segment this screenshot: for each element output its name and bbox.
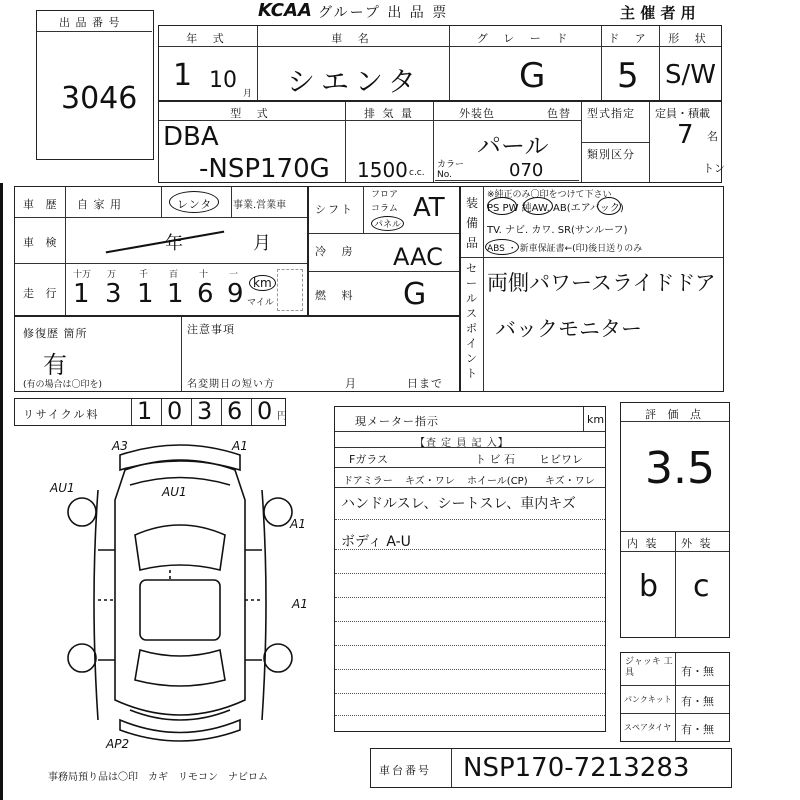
shift-option-panel: パネル	[371, 216, 404, 231]
shift-value: AT	[413, 193, 445, 223]
displacement-label: 排 気 量	[364, 107, 414, 120]
shift-label: シフト	[315, 203, 354, 216]
wheel-options: キズ・ワレ	[545, 476, 595, 487]
footer-note: 事務局預り品は〇印 カギ リモコン ナビロム	[48, 772, 268, 783]
exterior-label: 外 装	[681, 537, 713, 550]
glass-crack: ヒビワレ	[539, 453, 583, 466]
ac-value: AAC	[393, 243, 443, 271]
mark-a1-top: A1	[232, 439, 248, 453]
equipment-line3: ABS ・ 新車保証書←(印)後日送りのみ	[487, 244, 643, 254]
model-value: -NSP170G	[199, 154, 330, 184]
mileage-digit-1: 3	[105, 279, 122, 309]
lot-number: 3046	[61, 81, 138, 116]
displacement-unit: c.c.	[409, 168, 425, 178]
sales-point-line1: 両側パワースライドドア	[487, 271, 716, 295]
glass-label: Fガラス	[349, 453, 388, 466]
recycle-unit: 円	[277, 411, 287, 422]
sales-point-line2: バックモニター	[495, 317, 642, 341]
mileage-unit-1: 万	[107, 270, 117, 280]
inspection-month: 月	[253, 233, 271, 254]
lot-label: 出 品 番 号	[59, 16, 121, 29]
mileage-digit-4: 6	[197, 279, 214, 309]
score-block	[620, 402, 730, 638]
year-value: 1	[173, 58, 193, 93]
capacity-unit: 名	[707, 130, 718, 143]
color-label: 外装色	[459, 107, 495, 120]
sheet-title: グループ 出 品 票	[318, 5, 449, 21]
history-option-business: 事業.営業車	[233, 200, 287, 211]
fuel-label: 燃 料	[315, 289, 359, 302]
chassis-label: 車台番号	[379, 764, 431, 777]
displacement-value: 1500	[357, 158, 408, 182]
history-option-rental: レンタ	[177, 198, 213, 211]
equipment-label: 装 備 品	[466, 196, 479, 250]
caution-label: 注意事項	[187, 323, 235, 336]
name-change-day: 日まで	[407, 377, 443, 390]
color-value: パール	[477, 132, 549, 160]
ton-unit: トン	[703, 162, 725, 175]
tool-label-puncture: パンクキット	[624, 695, 672, 704]
mark-ap2: AP2	[106, 737, 130, 751]
interior-label: 内 装	[627, 537, 659, 550]
repair-block	[14, 316, 460, 392]
recycle-block	[14, 398, 286, 426]
tools-block	[620, 652, 730, 742]
type-spec-label: 型式指定	[587, 107, 635, 120]
mileage-digit-0: 1	[73, 279, 90, 309]
recycle-digit-4: 0	[257, 397, 273, 425]
recycle-digit-1: 0	[167, 397, 183, 425]
car-damage-diagram	[40, 430, 320, 760]
recycle-digit-2: 3	[197, 397, 213, 425]
mark-a1-right2: A1	[292, 597, 308, 611]
shift-option-column: コラム	[371, 204, 398, 214]
sales-point-label: セールスポイント	[466, 262, 477, 380]
inspection-year: 年	[165, 233, 183, 254]
comment-line2: ボディ A-U	[341, 534, 411, 550]
model-prefix: DBA	[163, 122, 219, 152]
door-label: ド ア	[608, 32, 652, 45]
meter-label: 現メーター指示	[355, 415, 439, 428]
mark-au1-mid: AU1	[162, 485, 187, 499]
rental-circle	[169, 191, 219, 213]
color-no-value: 070	[509, 160, 544, 181]
shape-label: 形 状	[668, 32, 712, 45]
logo: KCAA	[258, 0, 312, 21]
recycle-digit-0: 1	[137, 397, 153, 425]
tool-value-puncture: 有・無	[681, 695, 714, 708]
equipment-line1: PS PW 純AW. AB(エアバック)	[487, 203, 624, 214]
category-label: 類別区分	[587, 148, 635, 161]
mileage-unit-2: 千	[139, 270, 149, 280]
month-value: 10	[209, 68, 237, 93]
mileage-label: 走 行	[23, 287, 61, 300]
equipment-line2: TV. ナビ. カワ. SR(サンルーフ)	[487, 225, 628, 236]
mirror-options: キズ・ワレ	[405, 476, 455, 487]
recycle-digit-3: 6	[227, 397, 243, 425]
shape-value: S/W	[665, 60, 716, 90]
repair-value: 有	[43, 351, 67, 379]
color-change-label: 色替	[547, 107, 571, 120]
month-unit: 月	[243, 89, 253, 99]
grade-value: G	[519, 56, 546, 96]
capacity-value: 7	[677, 120, 694, 150]
history-option-private: 自 家 用	[77, 198, 122, 211]
mileage-unit-5: 一	[229, 270, 239, 280]
history-label: 車 歴	[23, 198, 61, 211]
car-name: シエンタ	[287, 65, 422, 98]
chassis-block	[370, 748, 732, 788]
tool-value-jack: 有・無	[681, 665, 714, 678]
mirror-label: ドアミラー	[343, 476, 393, 487]
tool-label-spare: スペアタイヤ	[624, 723, 672, 732]
model-label: 型 式	[230, 107, 274, 120]
mileage-digit-2: 1	[137, 279, 154, 309]
inspector-title: 【査 定 員 記 入】	[415, 438, 509, 449]
capacity-label: 定員・積載	[655, 107, 710, 120]
km-unit: km	[249, 275, 276, 291]
mark-a3: A3	[112, 439, 128, 453]
inspector-block	[334, 406, 606, 732]
glass-options: ト ビ 石	[475, 453, 515, 466]
door-value: 5	[617, 56, 639, 96]
comment-line1: ハンドルスレ、シートスレ、車内キズ	[341, 496, 576, 512]
mark-au1-left: AU1	[50, 481, 75, 495]
recycle-label: リサイクル料	[23, 408, 100, 421]
history-block	[14, 186, 308, 316]
inspection-label: 車 検	[23, 236, 61, 249]
shift-block	[308, 186, 460, 316]
tool-label-jack: ジャッキ 工 具	[625, 657, 673, 678]
repair-note: (有の場合は〇印を)	[23, 380, 103, 390]
equipment-note: ※純正のみ〇印をつけて下さい	[487, 190, 612, 200]
meter-unit: km	[587, 413, 605, 426]
interior-value: b	[639, 569, 659, 604]
score-value: 3.5	[645, 443, 715, 494]
exterior-value: c	[693, 569, 710, 604]
chassis-value: NSP170-7213283	[463, 753, 690, 783]
equipment-block	[460, 186, 724, 392]
mile-unit: マイル	[247, 298, 274, 308]
grade-label: グ レ ー ド	[476, 32, 574, 45]
shift-option-floor: フロア	[371, 190, 399, 200]
mileage-unit-0: 十万	[73, 270, 92, 280]
year-label: 年 式	[186, 32, 230, 45]
mileage-unit-4: 十	[199, 270, 209, 280]
row2	[158, 101, 725, 184]
name-change-month: 月	[345, 377, 357, 390]
fuel-value: G	[403, 277, 427, 312]
mark-a1-right1: A1	[290, 517, 306, 531]
name-change-label: 名変期日の短い方	[187, 379, 275, 390]
host-label: 主 催 者 用	[620, 4, 696, 22]
mileage-unit-3: 百	[169, 270, 179, 280]
ac-label: 冷 房	[315, 245, 359, 258]
lot-box	[36, 10, 154, 160]
mileage-digit-5: 9	[227, 279, 244, 309]
color-no-label: カラー No.	[437, 160, 465, 180]
tool-value-spare: 有・無	[681, 723, 714, 736]
wheel-label: ホイール(CP)	[467, 476, 528, 487]
repair-label: 修復歴 箇所	[23, 327, 88, 340]
score-label: 評 価 点	[645, 408, 705, 421]
name-label: 車 名	[331, 32, 375, 45]
row1	[158, 25, 722, 101]
mileage-digit-3: 1	[167, 279, 184, 309]
